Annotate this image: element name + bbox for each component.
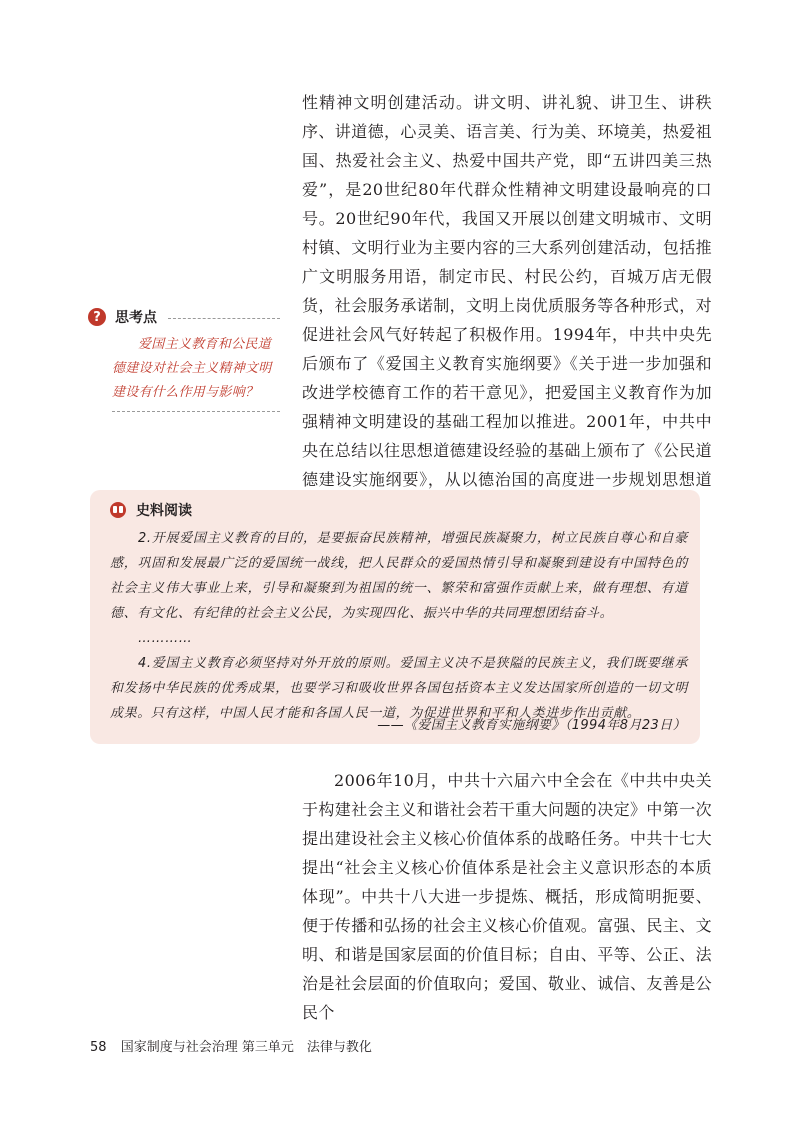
main-paragraph-1: 性精神文明创建活动。讲文明、讲礼貌、讲卫生、讲秩序、讲道德，心灵美、语言美、行为美、环境美，热爱祖国、热爱社会主义、热爱中国共产党，即“五讲四美三热爱”，是20世纪80年代群众性精神文明建设最响亮的口号。20世纪90年代，我国又开展以创建文明城市、文明村镇、文明行业为主要内容的三大系列创建活动，包括推广文明服务用语，制定市民、村民公约，百城万店无假货，社会服务承诺制，文明上岗优质服务等各种形式，对促进社会风气好转起了积极作用。1994年，中共中央先后颁布了《爱国主义教育实施纲要》《关于进一步加强和改进学校德育工作的若干意见》，把爱国主义教育作为加强精神文明建设的基础工程加以推进。2001年，中共中央在总结以往思想道德建设经验的基础上颁布了《公民道德建设实施纲要》，从以德治国的高度进一步规划思想道 (302, 93, 713, 489)
divider (112, 411, 280, 412)
quote-paragraph-4: 4.爱国主义教育必须坚持对外开放的原则。爱国主义决不是狭隘的民族主义，我们既要继承和发扬中华民族的优秀成果，也要学习和吸收世界各国包括资本主义发达国家所创造的一切文明成果。只有这样，中国人民才能和各国人民一道，为促进世界和平和人类进步作出贡献。 (110, 656, 688, 721)
think-point-box (88, 306, 280, 412)
ellipsis: ………… (138, 631, 193, 646)
page-number: 58 (90, 1040, 107, 1055)
main-paragraph-2: 2006年10月，中共十六届六中全会在《中共中央关于构建社会主义和谐社会若干重大问题的决定》中第一次提出建设社会主义核心价值体系的战略任务。中共十七大提出“社会主义核心价值体系是社会主义意识形态的本质体现”。中共十八大进一步提炼、概括，形成简明扼要、便于传播和弘扬的社会主义核心价值观。富强、民主、文明、和谐是国家层面的价值目标；自由、平等、公正、法治是社会层面的价值取向；爱国、敬业、诚信、友善是公民个 (302, 771, 713, 1022)
divider (168, 318, 280, 319)
quote-source: ——《爱国主义教育实施纲要》（1994年8月23日） (377, 718, 686, 733)
historical-reading-box (90, 490, 700, 744)
quote-paragraph-2: 2.开展爱国主义教育的目的，是要振奋民族精神，增强民族凝聚力，树立民族自尊心和自豪感，巩固和发展最广泛的爱国统一战线，把人民群众的爱国热情引导和凝聚到建设有中国特色的社会主义伟大事业上来，引导和凝聚到为祖国的统一、繁荣和富强作贡献上来，做有理想、有道德、有文化、有纪律的社会主义公民，为实现四化、振兴中华的共同理想团结奋斗。 (110, 531, 688, 621)
page-footer (90, 1036, 372, 1055)
question-icon: ? (88, 308, 106, 326)
think-point-question: 爱国主义教育和公民道德建设对社会主义精神文明建设有什么作用与影响？ (112, 337, 272, 400)
book-icon (110, 502, 126, 518)
running-title: 国家制度与社会治理 第三单元 法律与教化 (120, 1040, 372, 1055)
historical-reading-title: 史料阅读 (136, 503, 192, 519)
think-point-title: 思考点 (115, 310, 157, 326)
